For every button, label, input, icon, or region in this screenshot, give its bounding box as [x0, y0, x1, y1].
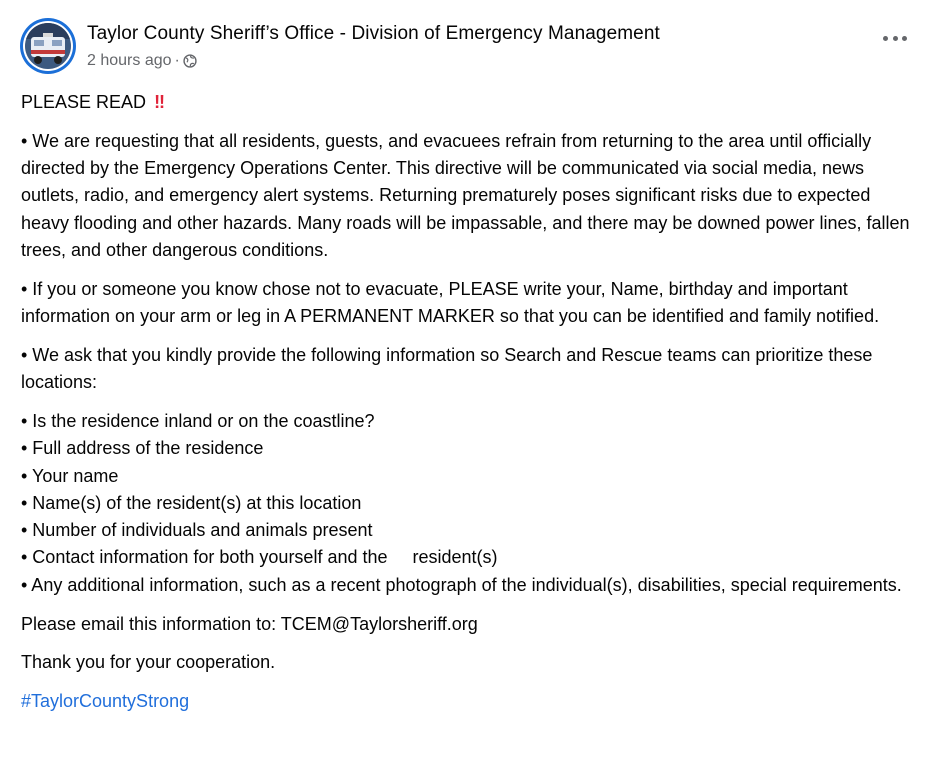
post-paragraph-2: • If you or someone you know chose not to evacuate, PLEASE write your, Name, birthday and important information on your arm or leg in A PERMANENT MARKER so that you can be identified and family notified.: [21, 278, 880, 327]
globe-icon[interactable]: [183, 54, 197, 68]
meta-separator: ·: [174, 52, 180, 69]
post-paragraph-1: • We are requesting that all residents, guests, and evacuees refrain from returning to the area until officially directed by the Emergency Operations Center. This directive will be communicated via social media, news outlets, radio, and emergency alert systems. Returning prematurely poses significant risks due to expected heavy flooding and other hazards. Many roads will be impassable, and there may be downed power lines, fallen trees, and other dangerous conditions.: [21, 130, 910, 260]
list-item: • Any additional information, such as a recent photograph of the individual(s), disabilities, special requirements.: [21, 574, 902, 595]
hashtag-link[interactable]: #TaylorCountyStrong: [21, 691, 190, 712]
list-item: • Number of individuals and animals present: [21, 520, 373, 541]
double-exclamation-icon: ‼: [154, 92, 164, 112]
more-options-icon[interactable]: [883, 30, 907, 46]
thanks-line: Thank you for your cooperation.: [21, 652, 276, 673]
post-timestamp[interactable]: 2 hours ago: [87, 52, 172, 69]
post-body: [21, 89, 911, 715]
list-item: • Contact information for both yourself and the resident(s): [21, 547, 498, 568]
list-item: • Your name: [21, 465, 119, 486]
avatar-image: [25, 23, 71, 69]
page-name[interactable]: Taylor County Sheriff’s Office - Division of Emergency Management: [87, 23, 660, 44]
list-item: • Name(s) of the resident(s) at this location: [21, 492, 362, 513]
list-item: • Full address of the residence: [21, 438, 264, 459]
list-item: • Is the residence inland or on the coastline?: [21, 410, 375, 431]
post-header: [20, 18, 913, 80]
info-list: [21, 408, 911, 599]
post-heading: PLEASE READ ‼: [21, 92, 164, 112]
email-line: Please email this information to: TCEM@Taylorsheriff.org: [21, 613, 478, 634]
post-paragraph-3: • We ask that you kindly provide the following information so Search and Rescue teams can prioritize these locations:: [21, 344, 873, 393]
page-avatar[interactable]: [20, 18, 76, 74]
post-meta: [87, 52, 197, 70]
